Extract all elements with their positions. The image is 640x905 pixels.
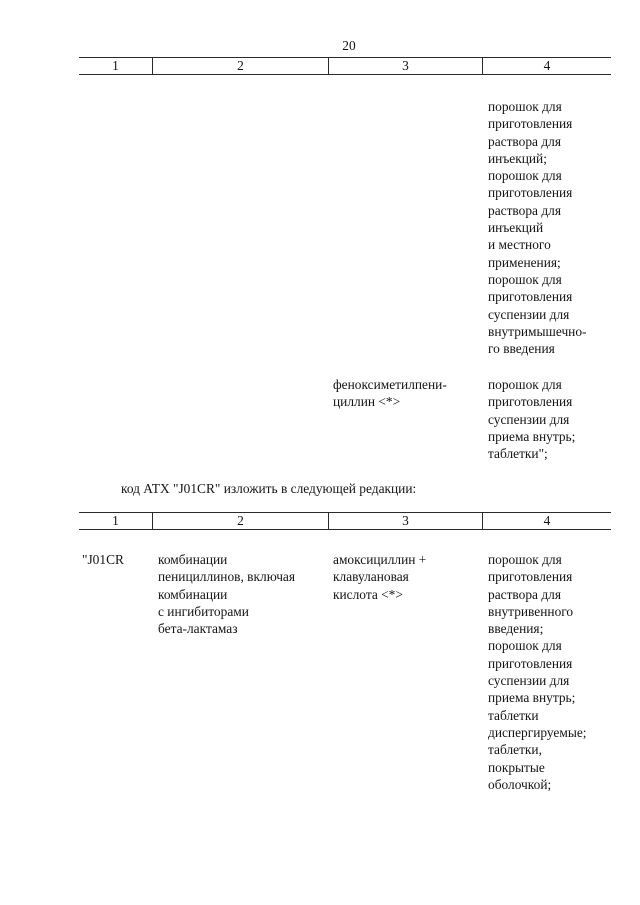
header-col-4: 4 — [543, 513, 551, 528]
header-col-1: 1 — [112, 513, 119, 528]
page-number: 20 — [342, 38, 356, 53]
header-col-2: 2 — [237, 513, 244, 528]
table-1-row-1-col-4: порошок для приготовления раствора для инъекций; порошок для приготовления раствора для инъекций и местного применения; порошок для приготовления суспензии для внутримышечно- го введения — [488, 99, 587, 357]
table-2-row-1-col-3: амоксициллин + клавулановая кислота <*> — [333, 552, 427, 602]
table-1-header — [79, 57, 611, 74]
table-2-row-1-col-2: комбинации пенициллинов, включая комбинации с ингибиторами бета-лактамаз — [158, 552, 296, 637]
header-col-2: 2 — [237, 58, 244, 73]
table-2-header — [79, 512, 611, 529]
header-col-3: 3 — [402, 513, 409, 528]
header-col-4: 4 — [543, 58, 551, 73]
header-col-3: 3 — [402, 58, 409, 73]
table-2-row-1-col-4: порошок для приготовления раствора для внутривенного введения; порошок для приготовления суспензии для приема внутрь; таблетки диспергируемые; таблетки, покрытые оболочкой; — [488, 552, 587, 792]
table-1-row-2-col-4: порошок для приготовления суспензии для приема внутрь; таблетки"; — [488, 377, 576, 462]
body-paragraph: код АТХ "J01CR" изложить в следующей редакции: — [121, 481, 417, 496]
header-bottom-rule — [79, 529, 611, 530]
table-1-row-2-col-3: феноксиметилпени- циллин <*> — [333, 377, 447, 410]
table-2-row-1-col-1: "J01CR — [82, 552, 124, 567]
header-col-1: 1 — [112, 58, 119, 73]
header-bottom-rule — [79, 74, 611, 75]
